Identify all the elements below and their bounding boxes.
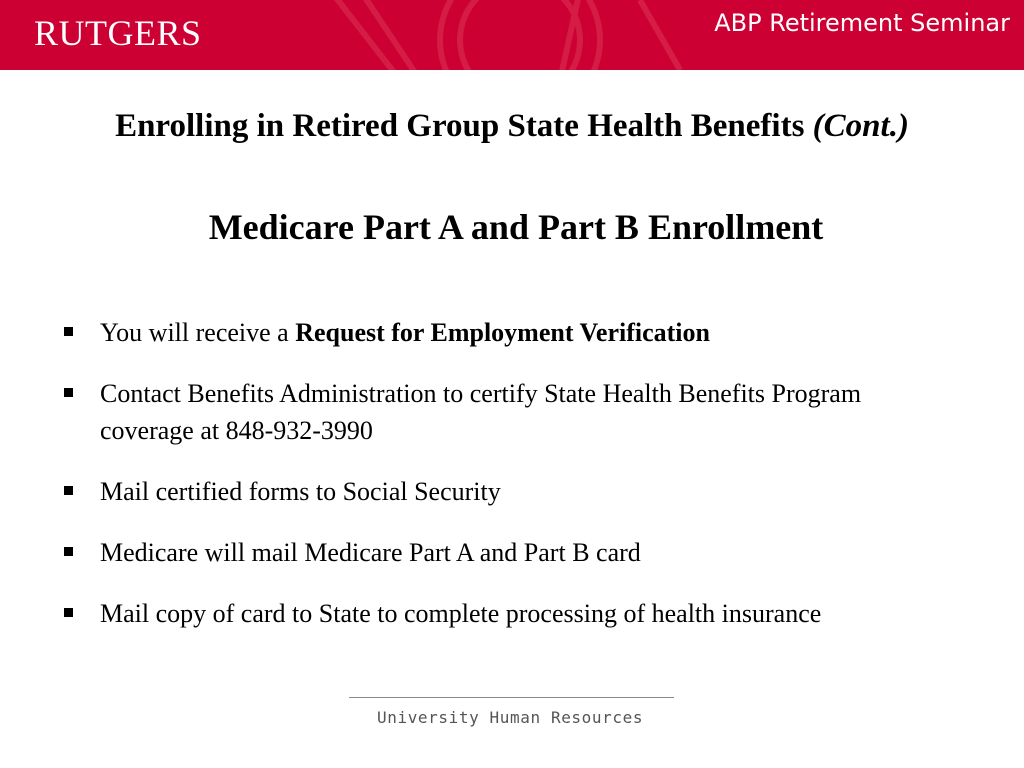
footer-divider [349, 697, 674, 698]
bullet-text: Mail copy of card to State to complete processing of health insurance [100, 599, 822, 628]
bullet-item [62, 595, 942, 632]
square-bullet-icon [64, 327, 73, 336]
rutgers-logo: RUTGERS [34, 13, 202, 53]
square-bullet-icon [64, 608, 73, 617]
slide-title-main: Enrolling in Retired Group State Health Benefits [115, 108, 805, 144]
footer-text: University Human Resources [377, 708, 644, 727]
bullet-item [62, 375, 942, 449]
bullet-item [62, 534, 942, 571]
bullet-item [62, 473, 942, 510]
square-bullet-icon [64, 388, 73, 397]
bullet-text: Mail certified forms to Social Security [100, 477, 501, 506]
bullet-bold-text: Request for Employment Verification [295, 318, 710, 347]
seminar-title: ABP Retirement Seminar [714, 9, 1010, 37]
bullet-text: Contact Benefits Administration to certify State Health Benefits Program coverage at 848-932-3990 [100, 379, 862, 445]
bullet-list [62, 314, 942, 656]
bullet-text: Medicare will mail Medicare Part A and Part B card [100, 538, 641, 567]
header-bar [0, 0, 1024, 70]
square-bullet-icon [64, 547, 73, 556]
square-bullet-icon [64, 486, 73, 495]
slide-title-suffix: (Cont.) [812, 108, 909, 144]
slide-subtitle: Medicare Part A and Part B Enrollment [208, 207, 824, 247]
slide-title [0, 106, 1024, 146]
bullet-item [62, 314, 942, 351]
bullet-text: You will receive a [100, 318, 296, 347]
